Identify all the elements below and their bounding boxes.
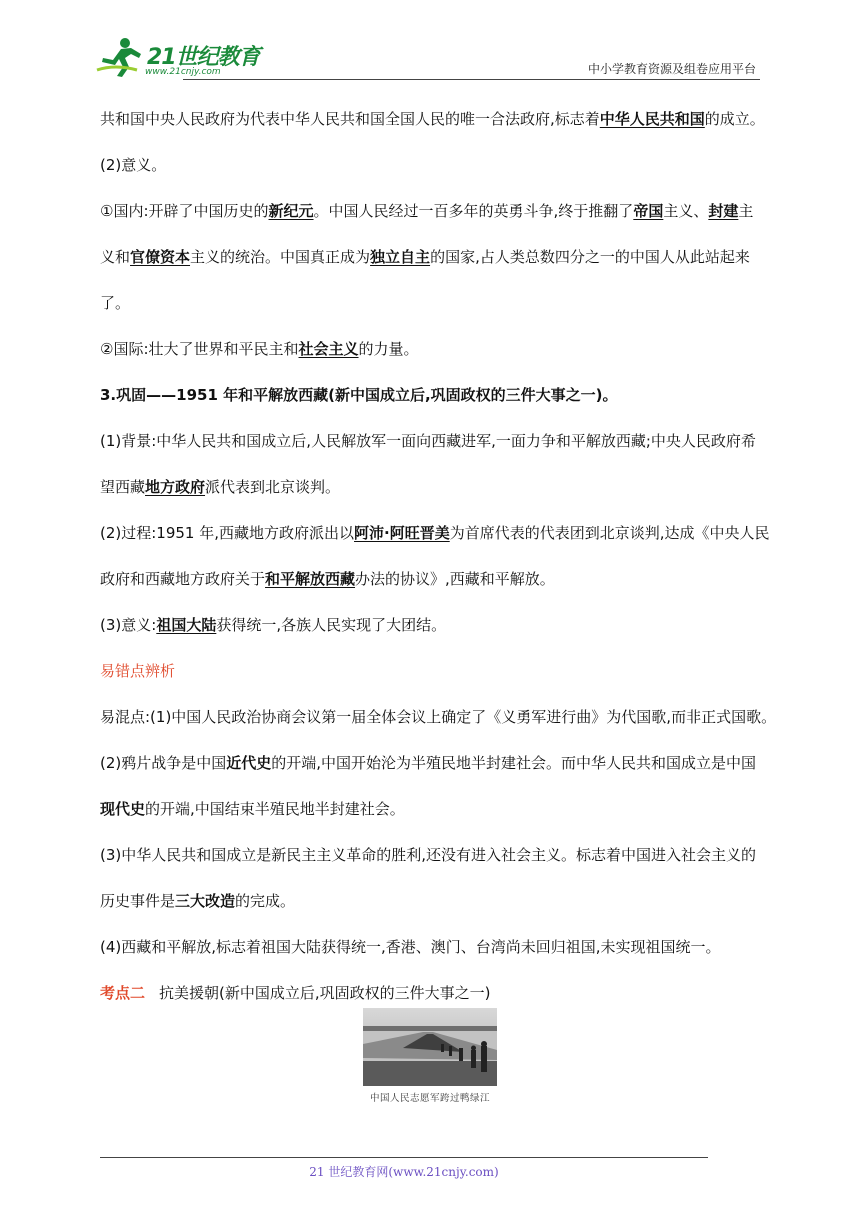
section-label-errors: 易错点辨析 <box>100 662 176 680</box>
text-line: ①国内:开辟了中国历史的新纪元。中国人民经过一百多年的英勇斗争,终于推翻了帝国主义、封建主 <box>100 202 754 220</box>
header-divider <box>183 79 760 80</box>
text-line: (2)过程:1951 年,西藏地方政府派出以阿沛·阿旺晋美为首席代表的代表团到北京谈判,达成《中央人民 <box>100 524 770 542</box>
photo-caption: 中国人民志愿军跨过鸭绿江 <box>369 1093 490 1104</box>
text-line: (4)西藏和平解放,标志着祖国大陆获得统一,香港、澳门、台湾尚未回归祖国,未实现祖国统一。 <box>100 938 721 956</box>
topic-label: 考点二 <box>100 984 146 1002</box>
historical-photo <box>363 1008 497 1110</box>
photo-image <box>363 1008 497 1086</box>
page-footer[interactable]: 21 世纪教育网(www.21cnjy.com) <box>309 1165 499 1179</box>
text-line: 共和国中央人民政府为代表中华人民共和国全国人民的唯一合法政府,标志着中华人民共和国的成立。 <box>100 110 765 128</box>
text-line: 现代史的开端,中国结束半殖民地半封建社会。 <box>100 800 405 818</box>
text-line: (2)鸦片战争是中国近代史的开端,中国开始沦为半殖民地半封建社会。而中华人民共和国成立是中国 <box>100 754 757 772</box>
text-line: (3)意义:祖国大陆获得统一,各族人民实现了大团结。 <box>100 616 447 634</box>
text-line: ②国际:壮大了世界和平民主和社会主义的力量。 <box>100 340 419 358</box>
text-line: (3)中华人民共和国成立是新民主主义革命的胜利,还没有进入社会主义。标志着中国进入社会主义的 <box>100 846 757 864</box>
text-line: 了。 <box>100 294 131 312</box>
text-line: 政府和西藏地方政府关于和平解放西藏办法的协议》,西藏和平解放。 <box>100 570 555 588</box>
platform-name: 中小学教育资源及组卷应用平台 <box>587 62 756 76</box>
text-line: 望西藏地方政府派代表到北京谈判。 <box>100 478 341 496</box>
section-heading: 3.巩固——1951 年和平解放西藏(新中国成立后,巩固政权的三件大事之一)。 <box>100 386 618 404</box>
runner-logo-icon <box>95 36 145 78</box>
site-logo[interactable] <box>95 36 265 78</box>
logo-text: 21世纪教育 <box>147 45 260 70</box>
text-line: (2)意义。 <box>100 156 167 174</box>
text-line: 义和官僚资本主义的统治。中国真正成为独立自主的国家,占人类总数四分之一的中国人从此站起来 <box>100 248 750 266</box>
page-header <box>95 30 760 82</box>
footer-divider <box>100 1157 708 1158</box>
text-line: 易混点:(1)中国人民政治协商会议第一届全体会议上确定了《义勇军进行曲》为代国歌,而非正式国歌。 <box>100 708 777 726</box>
document-body <box>100 96 777 1016</box>
logo-url: www.21cnjy.com <box>145 67 221 77</box>
text-line: 历史事件是三大改造的完成。 <box>100 892 296 910</box>
topic-heading: 考点二 抗美援朝(新中国成立后,巩固政权的三件大事之一) <box>100 984 491 1002</box>
text-line: (1)背景:中华人民共和国成立后,人民解放军一面向西藏进军,一面力争和平解放西藏;中央人民政府希 <box>100 432 756 450</box>
